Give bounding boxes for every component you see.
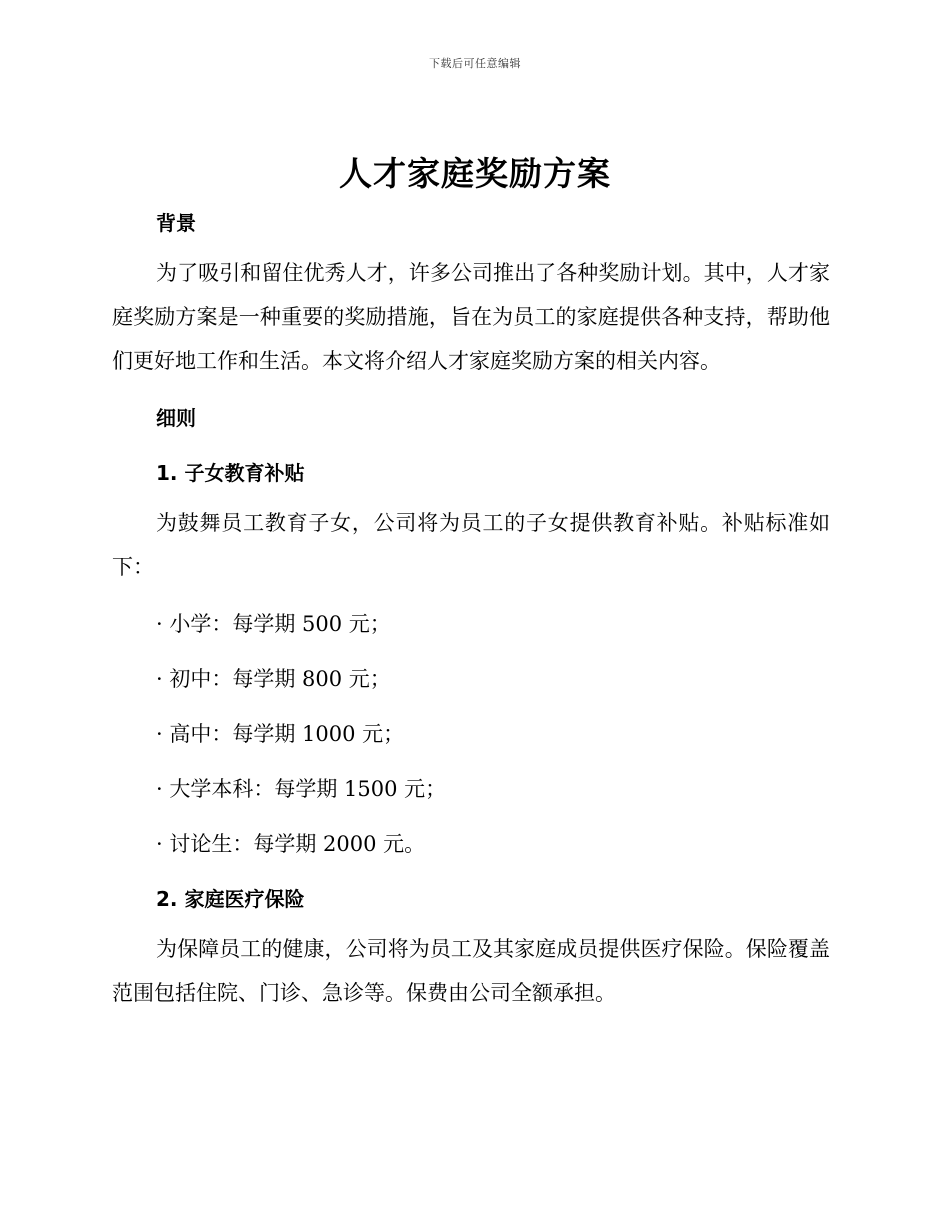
education-item-junior: · 初中：每学期 800 元； bbox=[156, 667, 391, 691]
heading-background: 背景 bbox=[156, 211, 196, 235]
heading-medical: 2. 家庭医疗保险 bbox=[156, 887, 305, 911]
heading-details: 细则 bbox=[156, 406, 196, 430]
paragraph-background: 为了吸引和留住优秀人才，许多公司推出了各种奖励计划。其中，人才家庭奖励方案是一种重要的奖励措施，旨在为员工的家庭提供各种支持，帮助他们更好地工作和生活。本文将介绍人才家庭奖励方案的相关内容。 bbox=[112, 261, 830, 373]
header-note: 下载后可任意编辑 bbox=[429, 57, 521, 70]
education-item-primary: · 小学：每学期 500 元； bbox=[156, 612, 391, 636]
education-item-graduate: · 讨论生：每学期 2000 元。 bbox=[156, 832, 426, 856]
paragraph-education: 为鼓舞员工教育子女，公司将为员工的子女提供教育补贴。补贴标准如下： bbox=[112, 511, 830, 579]
education-item-senior: · 高中：每学期 1000 元； bbox=[156, 722, 405, 746]
education-item-undergraduate: · 大学本科：每学期 1500 元； bbox=[156, 777, 447, 801]
document-title: 人才家庭奖励方案 bbox=[339, 154, 611, 193]
paragraph-medical: 为保障员工的健康，公司将为员工及其家庭成员提供医疗保险。保险覆盖范围包括住院、门诊、急诊等。保费由公司全额承担。 bbox=[112, 937, 830, 1005]
heading-education: 1. 子女教育补贴 bbox=[156, 461, 305, 485]
